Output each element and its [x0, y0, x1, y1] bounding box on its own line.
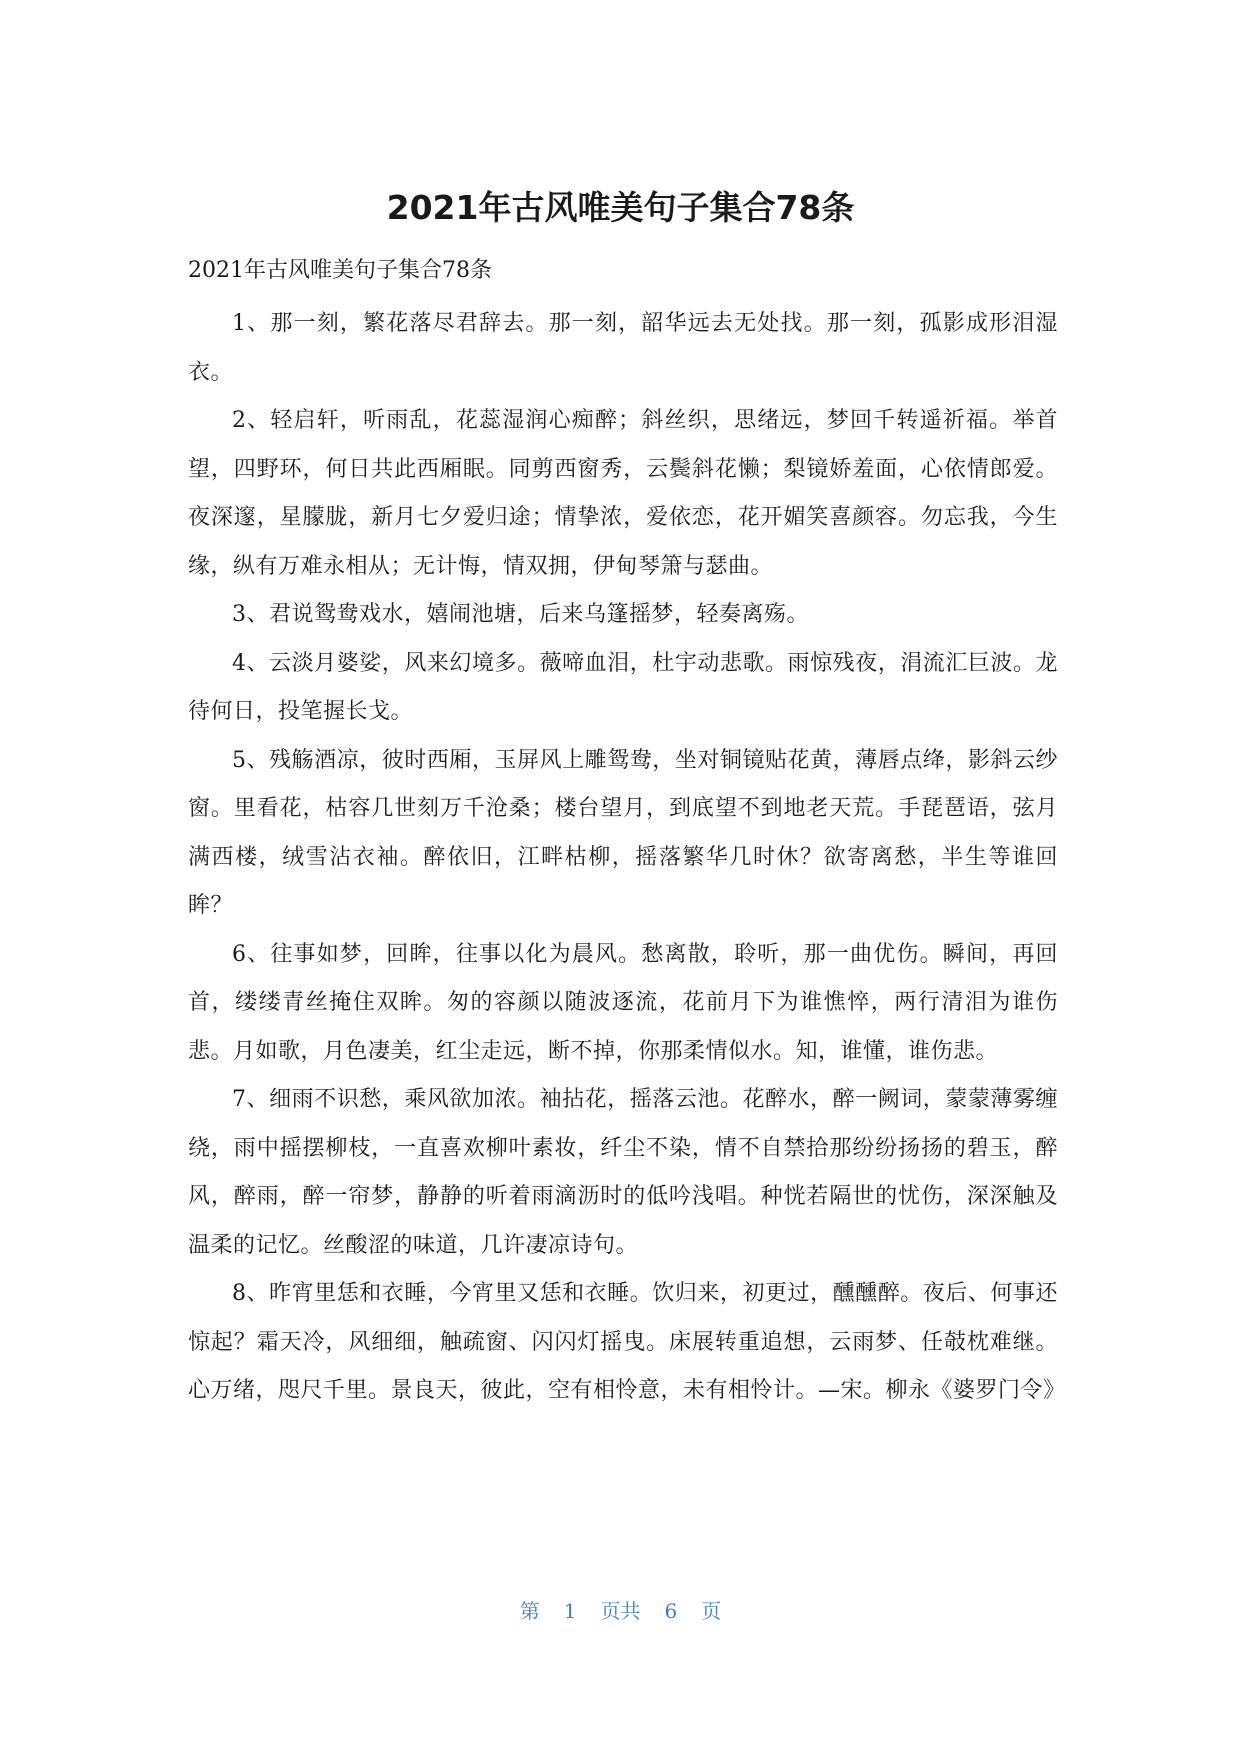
footer-page-suffix: 页: [701, 1599, 722, 1623]
paragraph-1: 1、那一刻，繁花落尽君辞去。那一刻，韶华远去无处找。那一刻，孤影成形泪湿衣。: [188, 311, 1058, 385]
footer-total-pages: 6: [664, 1599, 678, 1623]
paragraph-7: 7、细雨不识愁，乘风欲加浓。袖拈花，摇落云池。花醉水，醉一阙词，蒙蒙薄雾缠绕，雨中摇摆柳枝，一直喜欢柳叶素妆，纤尘不染，情不自禁拾那纷纷扬扬的碧玉，醉风，醉雨，醉一帘梦，静静的听着雨滴沥时的低吟浅唱。种恍若隔世的忧伤，深深触及温柔的记忆。丝酸涩的味道，几许凄凉诗句。: [188, 1087, 1058, 1258]
footer-page-of: 页共: [600, 1599, 641, 1623]
document-subtitle: 2021年古风唯美句子集合78条: [188, 258, 492, 283]
paragraph-2: 2、轻启轩，听雨乱，花蕊湿润心痴醉；斜丝织，思绪远，梦回千转遥祈福。举首望，四野环，何日共此西厢眠。同剪西窗秀，云鬓斜花懒；梨镜娇羞面，心依情郎爱。夜深邃，星朦胧，新月七夕爱归途；情挚浓，爱依恋，花开媚笑喜颜容。勿忘我，今生缘，纵有万难永相从；无计悔，情双拥，伊甸琴箫与瑟曲。: [188, 408, 1058, 579]
page-title: 2021年古风唯美句子集合78条: [386, 188, 855, 227]
paragraph-6: 6、往事如梦，回眸，往事以化为晨风。愁离散，聆听，那一曲优伤。瞬间，再回首，缕缕青丝掩住双眸。匆的容颜以随波逐流，花前月下为谁憔悴，两行清泪为谁伤悲。月如歌，月色凄美，红尘走远，断不掉，你那柔情似水。知，谁懂，谁伤悲。: [188, 941, 1058, 1064]
paragraph-8: 8、昨宵里恁和衣睡，今宵里又恁和衣睡。饮归来，初更过，醺醺醉。夜后、何事还惊起？霜天冷，风细细，触疏窗、闪闪灯摇曳。床展转重追想，云雨梦、任攲枕难继。心万绪，咫尺千里。景良天，彼此，空有相怜意，未有相怜计。—宋。柳永《婆罗门令》: [188, 1281, 1066, 1403]
paragraph-4: 4、云淡月婆娑，风来幻境多。薇啼血泪，杜宇动悲歌。雨惊残夜，涓流汇巨波。龙待何日，投笔握长戈。: [188, 650, 1058, 724]
document-body: [188, 300, 1066, 1416]
footer-current-page: 1: [563, 1599, 577, 1623]
paragraph-5: 5、残觞酒凉，彼时西厢，玉屏风上雕鸳鸯，坐对铜镜贴花黄，薄唇点绛，影斜云纱窗。里看花，枯容几世刻万千沧桑；楼台望月，到底望不到地老天荒。手琵琶语，弦月满西楼，绒雪沾衣袖。醉依旧，江畔枯柳，摇落繁华几时休？欲寄离愁，半生等谁回眸？: [188, 747, 1058, 918]
footer-page-word: 第: [519, 1599, 540, 1623]
paragraph-3: 3、君说鸳鸯戏水，嬉闹池塘，后来乌篷摇梦，轻奏离殇。: [232, 602, 809, 627]
page-footer: [0, 1597, 1241, 1625]
